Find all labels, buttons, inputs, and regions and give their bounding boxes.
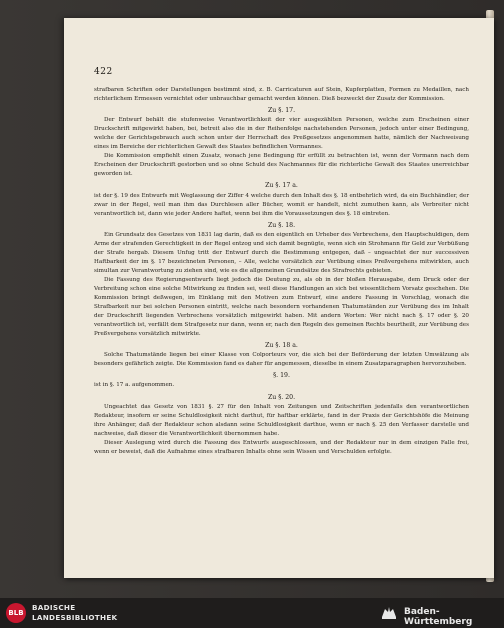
section-heading: Zu §. 18. bbox=[267, 221, 296, 229]
library-name[interactable] bbox=[32, 603, 117, 622]
blb-logo-icon[interactable]: BLB bbox=[6, 603, 26, 623]
library-name-line1: BADISCHE bbox=[32, 603, 76, 612]
book-page bbox=[64, 18, 494, 578]
paragraph: ist der §. 19 des Entwurfs mit Weglassung der Ziffer 4 welche durch den Inhalt des §. 18 entbehrlich wird, da ein Buchhändler, der zwar in der Regel, weil man ihm das Durchlesen aller Bücher, womit er handelt, nicht zumuthen kann, als Verbreiter nicht verantwortlich ist, dann wie jeder Andere haftet, wenn bei ihm die Voraussetzungen des §. 18 eintreten. bbox=[94, 192, 469, 217]
section-heading: Zu §. 17 a. bbox=[265, 182, 298, 190]
section-heading: Zu §. 17. bbox=[267, 107, 296, 115]
library-name-line2: LANDESBIBLIOTHEK bbox=[32, 612, 118, 622]
paragraph: strafbaren Schriften oder Darstellungen bestimmt sind, z. B. Carricaturen auf Stein, Kupferplatten, Formen zu Medaillen, nach richterlichem Ermessen vernichtet oder unbrauchbar gemacht werden können. Dieß bezweckt der Zusatz der Kommission. bbox=[94, 87, 469, 103]
state-lions-icon bbox=[380, 604, 398, 620]
paragraph: Die Fassung des Regierungsentwurfs liegt jedoch die Deutung zu, als ob in der bloßen Herausgabe, dem Druck oder der Verbreitung schon eine solche Mitwirkung zu finden sei, weil diese Handlungen an sich bei wissentlichem Vorsatz geschehen. Die Kommission bringt deßwegen, im Einklang mit den Motiven zum Entwurf, eine andere Fassung in Vorschlag, wonach die Strafbarkeit nur bei solchen Personen eintritt, welche nach besondern vorhandenen Thatumständen zur Verübung des im Inhalt der Druckschrift liegenden Verbrechens vorsätzlich mitgewirkt haben. Mit andern Worten: Wer nicht nach §. 17 oder §. 20 verantwortlich ist, verfällt dem Strafgesetz nur dann, wenn er, nach den Regeln des gemeinen Rechts beurtheilt, zur Verübung des Preßvergehens vorsätzlich mitwirkte. bbox=[94, 276, 469, 338]
paragraph: Solche Thatumstände liegen bei einer Klasse von Colporteurs vor, die sich bei der Beförderung der letzten Umwälzung als besonders gefährlich zeigte. Die Kommission fand es daher für angemessen, dieselbe in einem Zusatzparagraphen hervorzuheben. bbox=[94, 352, 469, 368]
paragraph: Der Entwurf behält die stufenweise Verantwortlichkeit der vier ausgezählten Personen, welche zum Erscheinen einer Druckschrift mitgewirkt haben, bei, betreit also die in der Reihenfolge nachstehenden Personen, jedoch unter einer Bedingung, welche der Gerichtsgebrauch auch schon unter der Herrschaft des Preßgesetzes angenommen hatte, nämlich der Nachweisung eines im Bereiche der richterlichen Gewalt des Staates befindlichen Vormannes. bbox=[94, 117, 469, 151]
section-heading: Zu §. 18 a. bbox=[265, 342, 298, 350]
state-name[interactable]: Baden-Württemberg bbox=[404, 607, 473, 627]
paragraph: ist in §. 17 a. aufgenommen. bbox=[94, 382, 175, 389]
paragraph: Die Kommission empfiehlt einen Zusatz, wonach jene Bedingung für erfüllt zu betrachten ist, wenn der Vormann nach dem Erscheinen der Druckschrift gestorben und so ohne Schuld des Nachmannes für die richterliche Gewalt des Staates unerreichbar geworden ist. bbox=[94, 153, 469, 178]
paragraph: Ungeachtet das Gesetz von 1831 §. 27 für den Inhalt von Zeitungen und Zeitschriften jedenfalls den verantwortlichen Redakteur, insofern er seine Schuldlosigkeit nicht darthut, für haftbar erklärte, fand in der Praxis der Gerichtshöfe die Meinung ihre Anhänger, daß der Redakteur schon alsdann seine Schuldlosigkeit darthue, wenn er nach §. 25 den Verfasser darstelle und nachweise, daß dieser die Verantwortlichkeit übernommen habe. bbox=[94, 403, 469, 437]
page-text bbox=[94, 86, 469, 457]
section-heading: Zu §. 20. bbox=[267, 393, 296, 401]
page-number: 422 bbox=[94, 67, 113, 77]
paragraph: Ein Grundsatz des Gesetzes von 1831 lag darin, daß es den eigentlich en Urheber des Verbrechens, den Hauptschuldigen, dem Arme der strafenden Gerechtigkeit in der Regel entzog und sich damit begnügte, wenn sich ein Strohmann für Geld zur Verbüßung der Strafe hergab. Diesem Unfug tritt der Entwurf durch die Bestimmung entgegen, daß – ungeachtet der nur successiven Haftbarkeit der im §. 17 bezeichneten Personen, – Alle, welche vorsätzlich zur Verübung eines Preßvergehens mitwirkten, auch simultan zur Verantwortung zu ziehen sind, wie es die allgemeinen Grundsätze des Strafrechts gebieten. bbox=[94, 231, 469, 274]
section-heading: §. 19. bbox=[273, 372, 290, 380]
paragraph: Dieser Auslegung wird durch die Fassung des Entwurfs ausgeschlossen, und der Redakteur nur in dem einzigen Falle frei, wenn er beweist, daß die Aufnahme eines strafbaren Inhalts ohne sein Wissen und Verschulden erfolgte. bbox=[94, 439, 469, 455]
